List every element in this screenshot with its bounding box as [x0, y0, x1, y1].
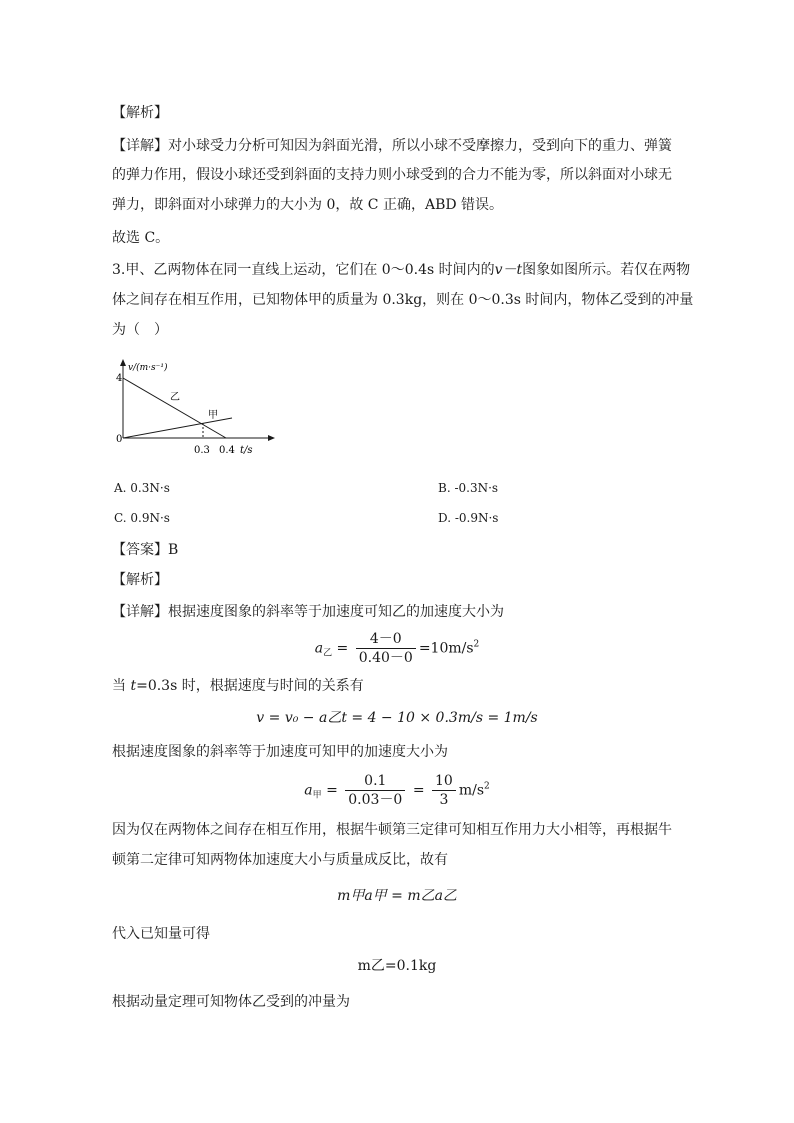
when-line: [112, 676, 364, 696]
x-axis-arrow: [268, 435, 275, 441]
when-a: 当: [112, 678, 131, 694]
when-b: =0.3s 时，根据速度与时间的关系有: [136, 678, 364, 694]
detail-text-line2: 的弹力作用，假设小球还受到斜面的支持力则小球受到的合力不能为零，所以斜面对小球无: [112, 167, 672, 183]
jia-intro: 根据速度图象的斜率等于加速度可知甲的加速度大小为: [112, 744, 448, 760]
when-t: t: [130, 678, 137, 694]
x-tick-0.4: 0.4: [219, 445, 235, 456]
eq3-unit-sup: 2: [484, 781, 490, 792]
eq1-den: 0.40－0: [358, 650, 413, 666]
newton-line2: 顿第二定律可知两物体加速度大小与质量成反比，故有: [112, 852, 448, 868]
detail-text-line3: 弹力，即斜面对小球弹力的大小为 0，故 C 正确，ABD 错误。: [112, 197, 504, 213]
analysis-tag: 【解析】: [112, 105, 168, 121]
question-3-line3: 为（ ）: [112, 322, 168, 338]
label-jia: 甲: [208, 410, 218, 421]
eq3-unit: m/s: [458, 782, 485, 799]
question-3-line1: [112, 260, 690, 280]
option-a[interactable]: A. 0.3N·s: [114, 481, 170, 495]
eq1-rhs: =10m/s: [418, 640, 474, 657]
option-b[interactable]: B. -0.3N·s: [438, 481, 499, 495]
eq3-num2: 10: [432, 772, 456, 791]
eq3-fraction-1: [345, 772, 405, 809]
eq1-lhs-sub: 乙: [323, 648, 333, 659]
equation-velocity: v = v₀ − a乙t = 4 − 10 × 0.3m/s = 1m/s: [256, 710, 538, 726]
line-jia: [123, 418, 232, 438]
detail-paragraph-line: [112, 136, 672, 156]
eq1-num: 4－0: [356, 630, 416, 649]
eq3-lhs-sub: 甲: [312, 790, 322, 801]
eq3-fraction-2: [432, 772, 456, 809]
question-3-text-a: 3.甲、乙两物体在同一直线上运动，它们在 0～0.4s 时间内的: [112, 262, 495, 278]
solution-intro-line: [112, 602, 504, 622]
eq1-fraction: [356, 630, 416, 667]
eq3-num: 0.1: [345, 772, 405, 791]
question-3-text-c: 图象如图所示。若仅在两物: [522, 262, 691, 278]
equation-mass-accel: m甲a甲 = m乙a乙: [337, 888, 457, 904]
question-3-line2: 体之间存在相互作用，已知物体甲的质量为 0.3kg，则在 0～0.3s 时间内，物体乙受到的冲量: [112, 292, 694, 308]
option-d[interactable]: D. -0.9N·s: [438, 511, 499, 525]
y-axis-label: v/(m·s⁻¹): [128, 363, 168, 373]
answer-value: B: [168, 542, 179, 558]
solution-detail-tag: 【详解】: [112, 604, 168, 620]
newton-line1: 因为仅在两物体之间存在相互作用，根据牛顿第三定律可知相互作用力大小相等，再根据牛: [112, 822, 672, 838]
eq3-lhs: a: [304, 782, 313, 799]
label-yi: 乙: [170, 392, 180, 403]
eq1-lhs: a: [314, 640, 324, 657]
y-axis-arrow: [120, 359, 126, 366]
y-tick-4: 4: [116, 373, 123, 384]
origin-label: 0: [116, 434, 123, 445]
equation-a-jia: $a_甲$ = $\frac{0.1}{0.03-0}$ = $\frac{10}{3}$ $m/s^2$: [304, 773, 490, 808]
solution-intro: 根据速度图象的斜率等于加速度可知乙的加速度大小为: [168, 604, 504, 620]
detail-text: 对小球受力分析可知因为斜面光滑，所以小球不受摩擦力，受到向下的重力、弹簧: [168, 138, 672, 154]
solution-analysis-tag: 【解析】: [112, 572, 168, 588]
question-3-vt: v－t: [494, 262, 523, 278]
impulse-line: 根据动量定理可知物体乙受到的冲量为: [112, 994, 350, 1010]
answer-tag: 【答案】: [112, 542, 168, 558]
detail-tag: 【详解】: [112, 138, 168, 154]
equation-a-yi: $a_乙$ = $\frac{4-0}{0.40-0}$ $=10m/s^2$: [314, 631, 480, 666]
answer-line: [112, 540, 178, 560]
equation-m-yi: m乙=0.1kg: [357, 958, 437, 974]
x-tick-0.3: 0.3: [194, 445, 210, 456]
substitute-line: 代入已知量可得: [112, 926, 210, 942]
x-axis-label: t/s: [240, 445, 253, 456]
conclusion-text: 故选 C。: [112, 230, 170, 246]
eq3-den: 0.03－0: [348, 792, 403, 808]
vt-graph: [108, 356, 288, 466]
eq1-rhs-sup: 2: [473, 639, 480, 650]
eq3-den2: 3: [439, 792, 449, 808]
option-c[interactable]: C. 0.9N·s: [114, 511, 170, 525]
